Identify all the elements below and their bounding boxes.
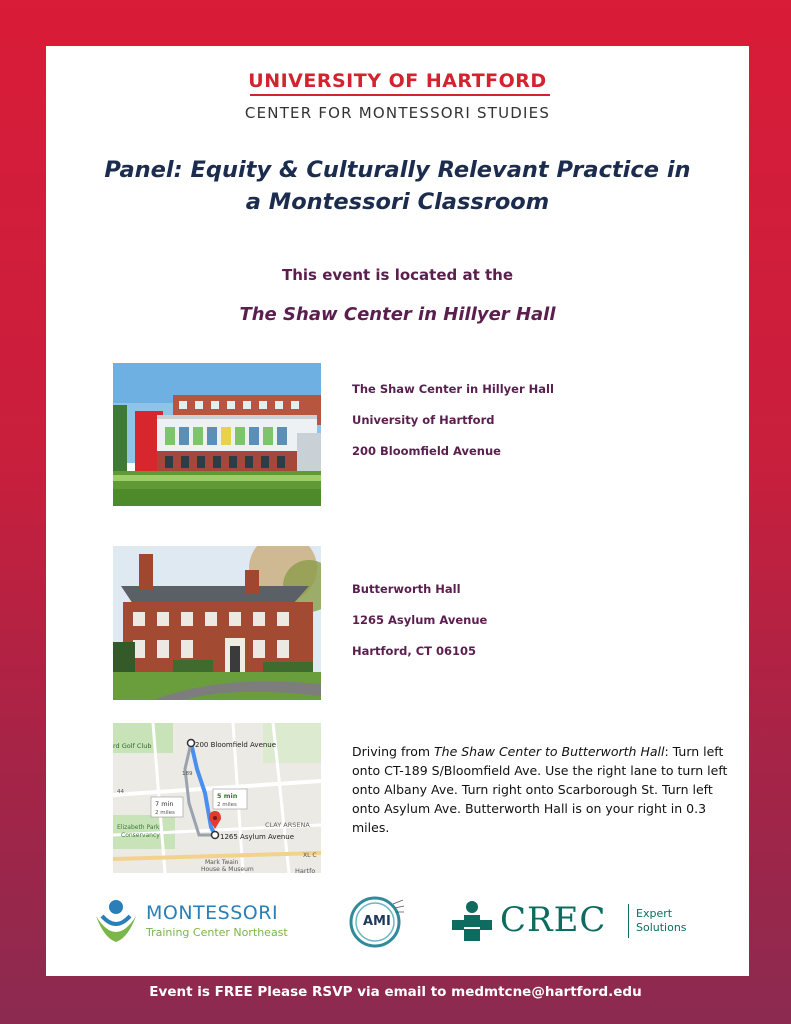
crec-subtitle-line1: Expert xyxy=(636,907,673,920)
map-label-start: 200 Bloomfield Avenue xyxy=(195,741,277,749)
crec-subtitle-line2: Solutions xyxy=(636,921,687,934)
crec-logo xyxy=(450,898,710,948)
directions-route-name: The Shaw Center to Butterworth Hall xyxy=(434,744,665,759)
route-map xyxy=(113,723,321,873)
butterworth-address-line1: Butterworth Hall xyxy=(352,582,461,596)
venue-name: The Shaw Center in Hillyer Hall xyxy=(239,304,556,325)
montessori-training-center-logo xyxy=(92,898,312,948)
montessori-subtitle: Training Center Northeast xyxy=(146,926,288,939)
crec-divider xyxy=(628,904,629,938)
map-road-44: 44 xyxy=(117,789,124,795)
map-label-clay: CLAY ARSENA xyxy=(265,821,310,829)
event-title-line2: a Montessori Classroom xyxy=(245,189,550,215)
university-rule xyxy=(250,94,550,96)
butterworth-hall-photo xyxy=(113,546,321,700)
ami-wordmark: AMI xyxy=(363,914,391,929)
map-road-189: 189 xyxy=(182,771,193,777)
directions-lead: Driving from xyxy=(352,744,435,759)
map-label-xl: XL C xyxy=(303,852,317,859)
map-label-twain-line2: House & Museum xyxy=(201,866,254,873)
map-route-a-dist: 2 miles xyxy=(217,802,237,808)
butterworth-address-line2: 1265 Asylum Avenue xyxy=(352,613,488,627)
butterworth-address-line3: Hartford, CT 06105 xyxy=(352,644,477,658)
directions-body: : Turn left onto CT-189 S/Bloomfield Ave. Use the right lane to turn left onto Albany Ave. Turn right onto Scarborough St. Turn left onto Asylum Ave. Butterworth Hall is on your right in 0.3 miles. xyxy=(352,744,728,835)
map-label-end: 1265 Asylum Avenue xyxy=(220,833,295,841)
event-title-line1: Panel: Equity & Culturally Relevant Practice in xyxy=(104,157,691,183)
crec-people-icon xyxy=(450,900,494,944)
event-title xyxy=(56,154,739,218)
university-name: UNIVERSITY OF HARTFORD xyxy=(248,70,547,92)
map-label-twain-line1: Mark Twain xyxy=(205,859,239,866)
shaw-address-line3: 200 Bloomfield Avenue xyxy=(352,444,501,458)
shaw-address-line1: The Shaw Center in Hillyer Hall xyxy=(352,382,554,396)
ami-logo xyxy=(349,894,409,950)
map-label-park-line1: Elizabeth Park xyxy=(117,824,160,831)
map-label-park-line2: Conservancy xyxy=(121,832,160,839)
shaw-center-photo xyxy=(113,363,321,506)
driving-directions xyxy=(352,742,732,837)
flyer-sheet xyxy=(46,46,749,976)
montessori-wordmark: MONTESSORI xyxy=(146,902,279,924)
center-name: CENTER FOR MONTESSORI STUDIES xyxy=(244,104,551,122)
map-route-b-time: 7 min xyxy=(155,800,174,808)
butterworth-hall-address xyxy=(352,582,487,675)
montessori-figure-icon xyxy=(92,898,140,948)
crec-wordmark: CREC xyxy=(500,900,607,940)
located-intro: This event is located at the xyxy=(282,266,513,284)
shaw-center-address xyxy=(352,382,554,475)
crec-subtitle xyxy=(636,907,687,935)
map-route-b-dist: 2 miles xyxy=(155,810,175,816)
shaw-address-line2: University of Hartford xyxy=(352,413,495,427)
map-label-golf: rd Golf Club xyxy=(113,742,152,750)
map-route-a-time: 5 min xyxy=(217,792,238,800)
rsvp-footer: Event is FREE Please RSVP via email to medmtcne@hartford.edu xyxy=(149,984,642,1000)
map-label-hartford: Hartfo xyxy=(295,867,316,873)
